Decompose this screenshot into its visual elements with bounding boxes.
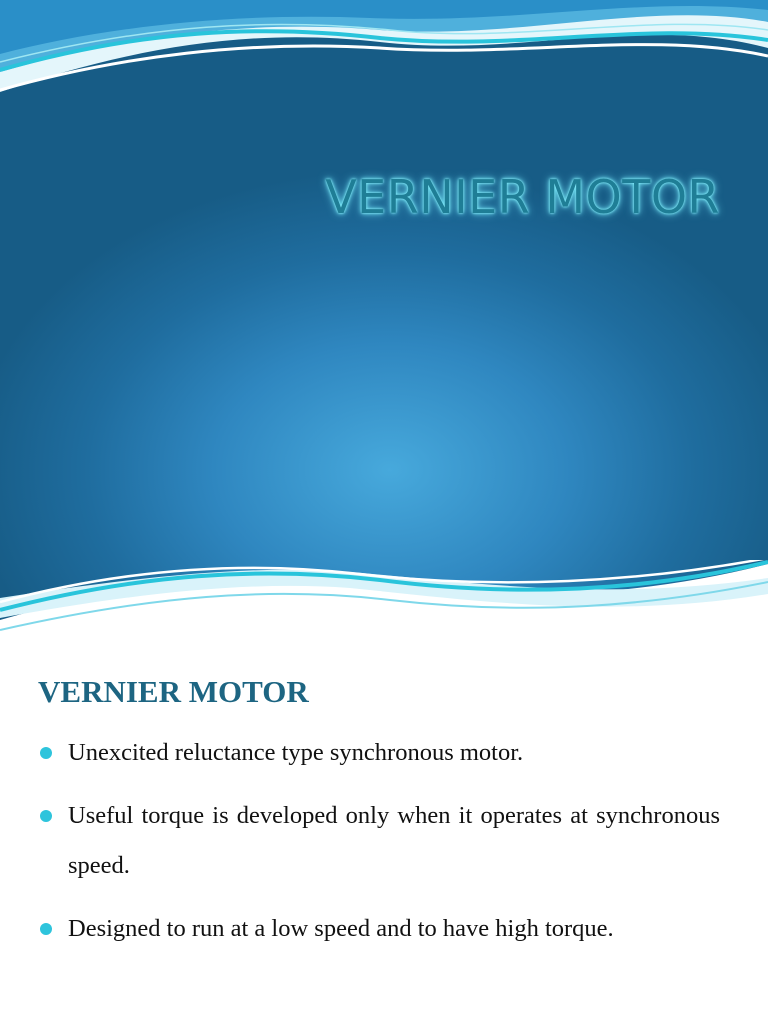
bullet-text: Unexcited reluctance type synchronous motor. [68, 739, 524, 766]
top-wave-decoration [0, 0, 768, 110]
bullet-dot-icon [40, 923, 52, 935]
bullet-text: Designed to run at a low speed and to have high torque. [68, 915, 614, 942]
list-item [40, 728, 720, 778]
bullet-list [40, 728, 720, 967]
bullet-dot-icon [40, 810, 52, 822]
content-slide [0, 660, 768, 1024]
bottom-wave-decoration [0, 560, 768, 660]
list-item [40, 904, 720, 954]
list-item [40, 791, 720, 891]
slide-title: VERNIER MOTOR [325, 170, 720, 224]
bullet-text: Useful torque is developed only when it operates at synchronous speed. [68, 802, 720, 879]
bullet-dot-icon [40, 747, 52, 759]
content-heading: VERNIER MOTOR [38, 674, 309, 709]
